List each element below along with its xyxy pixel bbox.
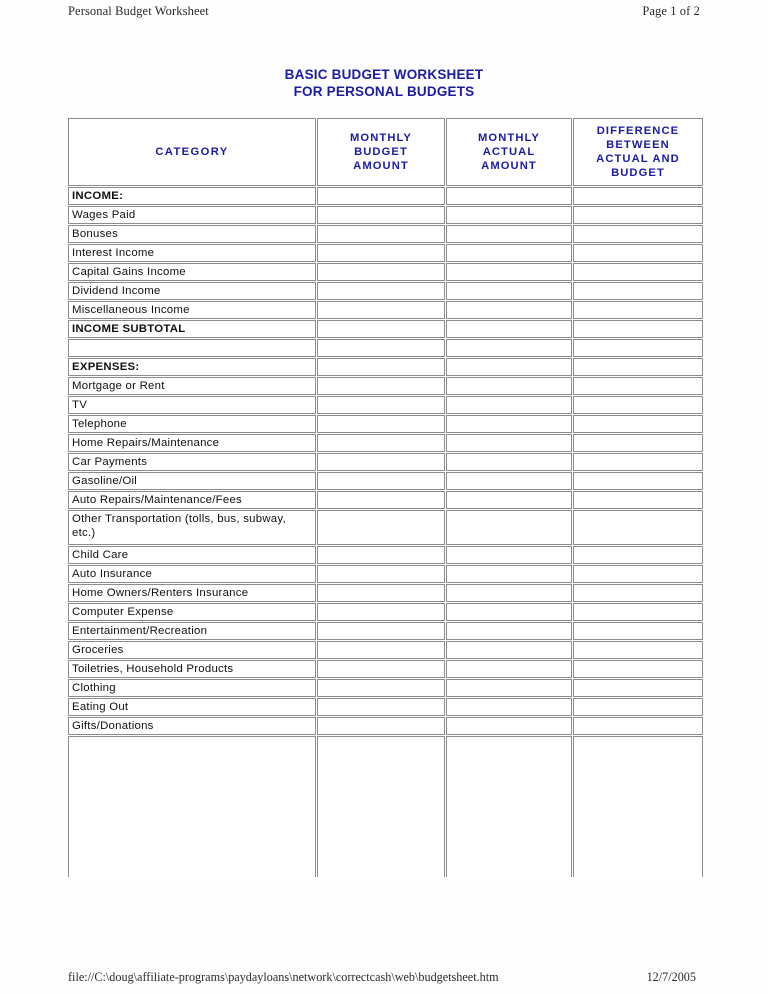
budget-amount-cell[interactable]	[317, 339, 445, 357]
budget-amount-cell[interactable]	[317, 320, 445, 338]
table-row	[68, 434, 703, 452]
section-label-cell: INCOME:	[68, 187, 316, 205]
difference-amount-cell[interactable]	[573, 698, 703, 716]
budget-amount-cell[interactable]	[317, 472, 445, 490]
category-cell: Dividend Income	[68, 282, 316, 300]
table-row	[68, 679, 703, 697]
category-cell: Child Care	[68, 546, 316, 564]
difference-amount-cell[interactable]	[573, 339, 703, 357]
actual-amount-cell[interactable]	[446, 301, 572, 319]
actual-amount-cell[interactable]	[446, 187, 572, 205]
budget-table	[67, 117, 704, 878]
budget-amount-cell[interactable]	[317, 377, 445, 395]
table-row	[68, 415, 703, 433]
table-row	[68, 453, 703, 471]
table-row	[68, 584, 703, 602]
budget-amount-cell[interactable]	[317, 736, 445, 877]
table-row	[68, 263, 703, 281]
difference-amount-cell[interactable]	[573, 584, 703, 602]
actual-amount-cell[interactable]	[446, 415, 572, 433]
category-cell: Interest Income	[68, 244, 316, 262]
category-cell: Groceries	[68, 641, 316, 659]
column-header-difference	[573, 118, 703, 186]
actual-amount-cell[interactable]	[446, 396, 572, 414]
actual-amount-cell[interactable]	[446, 565, 572, 583]
difference-amount-cell[interactable]	[573, 187, 703, 205]
category-cell: Eating Out	[68, 698, 316, 716]
difference-amount-cell[interactable]	[573, 660, 703, 678]
difference-amount-cell[interactable]	[573, 546, 703, 564]
print-footer-date: 12/7/2005	[646, 970, 696, 984]
table-row	[68, 187, 703, 205]
category-cell: Car Payments	[68, 453, 316, 471]
table-row	[68, 377, 703, 395]
budget-amount-cell[interactable]	[317, 434, 445, 452]
category-cell: Other Transportation (tolls, bus, subway, etc.)	[68, 510, 316, 545]
table-row	[68, 510, 703, 545]
category-cell: Wages Paid	[68, 206, 316, 224]
table-header-row	[68, 118, 703, 186]
actual-amount-cell[interactable]	[446, 358, 572, 376]
budget-amount-cell[interactable]	[317, 396, 445, 414]
category-cell: Toiletries, Household Products	[68, 660, 316, 678]
print-header-title: Personal Budget Worksheet	[68, 4, 209, 18]
table-row	[68, 396, 703, 414]
table-row	[68, 244, 703, 262]
column-header-line: AMOUNT	[481, 160, 537, 172]
column-header-line: AMOUNT	[353, 160, 409, 172]
budget-amount-cell[interactable]	[317, 415, 445, 433]
difference-amount-cell[interactable]	[573, 282, 703, 300]
table-row	[68, 358, 703, 376]
print-footer	[68, 970, 700, 985]
budget-amount-cell[interactable]	[317, 698, 445, 716]
actual-amount-cell[interactable]	[446, 679, 572, 697]
budget-amount-cell[interactable]	[317, 187, 445, 205]
table-row	[68, 546, 703, 564]
table-row	[68, 206, 703, 224]
category-cell: Capital Gains Income	[68, 263, 316, 281]
difference-amount-cell[interactable]	[573, 679, 703, 697]
column-header-line: DIFFERENCE	[596, 125, 680, 137]
column-header-line: BETWEEN	[606, 139, 670, 151]
budget-amount-cell[interactable]	[317, 225, 445, 243]
difference-amount-cell[interactable]	[573, 641, 703, 659]
actual-amount-cell[interactable]	[446, 622, 572, 640]
column-header-monthly-budget-amount	[317, 118, 445, 186]
column-header-category: CATEGORY	[68, 118, 316, 186]
actual-amount-cell[interactable]	[446, 434, 572, 452]
difference-amount-cell[interactable]	[573, 358, 703, 376]
actual-amount-cell[interactable]	[446, 641, 572, 659]
actual-amount-cell[interactable]	[446, 603, 572, 621]
column-header-line: BUDGET	[354, 146, 408, 158]
actual-amount-cell[interactable]	[446, 377, 572, 395]
actual-amount-cell[interactable]	[446, 206, 572, 224]
actual-amount-cell[interactable]	[446, 244, 572, 262]
budget-amount-cell[interactable]	[317, 282, 445, 300]
budget-amount-cell[interactable]	[317, 603, 445, 621]
actual-amount-cell[interactable]	[446, 546, 572, 564]
table-row	[68, 320, 703, 338]
column-header-line: ACTUAL AND	[596, 153, 680, 165]
column-header-line: ACTUAL	[482, 146, 536, 158]
actual-amount-cell[interactable]	[446, 698, 572, 716]
actual-amount-cell[interactable]	[446, 282, 572, 300]
table-row	[68, 225, 703, 243]
difference-amount-cell[interactable]	[573, 491, 703, 509]
category-cell: Home Owners/Renters Insurance	[68, 584, 316, 602]
budget-amount-cell[interactable]	[317, 717, 445, 735]
budget-amount-cell[interactable]	[317, 546, 445, 564]
category-cell: Gifts/Donations	[68, 717, 316, 735]
actual-amount-cell[interactable]	[446, 263, 572, 281]
actual-amount-cell[interactable]	[446, 717, 572, 735]
budget-amount-cell[interactable]	[317, 584, 445, 602]
column-header-monthly-actual-amount	[446, 118, 572, 186]
column-header-line: BUDGET	[611, 167, 665, 179]
budget-amount-cell[interactable]	[317, 510, 445, 545]
difference-amount-cell[interactable]	[573, 472, 703, 490]
budget-amount-cell[interactable]	[317, 453, 445, 471]
budget-amount-cell[interactable]	[317, 301, 445, 319]
print-header	[68, 4, 700, 20]
budget-amount-cell[interactable]	[317, 565, 445, 583]
page-title-line-1: BASIC BUDGET WORKSHEET	[284, 67, 484, 82]
difference-amount-cell[interactable]	[573, 263, 703, 281]
difference-amount-cell[interactable]	[573, 434, 703, 452]
budget-amount-cell[interactable]	[317, 660, 445, 678]
difference-amount-cell[interactable]	[573, 396, 703, 414]
category-cell: Clothing	[68, 679, 316, 697]
page-title	[0, 66, 768, 100]
table-row	[68, 339, 703, 357]
difference-amount-cell[interactable]	[573, 603, 703, 621]
difference-amount-cell[interactable]	[573, 301, 703, 319]
budget-amount-cell[interactable]	[317, 358, 445, 376]
actual-amount-cell[interactable]	[446, 225, 572, 243]
category-cell: Miscellaneous Income	[68, 301, 316, 319]
actual-amount-cell[interactable]	[446, 510, 572, 545]
category-cell	[68, 339, 316, 357]
difference-amount-cell[interactable]	[573, 244, 703, 262]
budget-table-container	[67, 117, 701, 878]
difference-amount-cell[interactable]	[573, 320, 703, 338]
difference-amount-cell[interactable]	[573, 717, 703, 735]
table-row	[68, 698, 703, 716]
table-row	[68, 472, 703, 490]
difference-amount-cell[interactable]	[573, 510, 703, 545]
actual-amount-cell[interactable]	[446, 472, 572, 490]
category-cell: Mortgage or Rent	[68, 377, 316, 395]
category-cell: Telephone	[68, 415, 316, 433]
table-row	[68, 603, 703, 621]
actual-amount-cell[interactable]	[446, 339, 572, 357]
budget-amount-cell[interactable]	[317, 622, 445, 640]
section-label-cell: EXPENSES:	[68, 358, 316, 376]
category-cell: Home Repairs/Maintenance	[68, 434, 316, 452]
print-header-page-number: Page 1 of 2	[642, 4, 700, 18]
budget-amount-cell[interactable]	[317, 263, 445, 281]
table-row	[68, 301, 703, 319]
category-cell: Auto Repairs/Maintenance/Fees	[68, 491, 316, 509]
actual-amount-cell[interactable]	[446, 453, 572, 471]
category-cell: Auto Insurance	[68, 565, 316, 583]
budget-amount-cell[interactable]	[317, 206, 445, 224]
column-header-line: MONTHLY	[478, 132, 540, 144]
difference-amount-cell[interactable]	[573, 415, 703, 433]
actual-amount-cell[interactable]	[446, 491, 572, 509]
category-cell: Entertainment/Recreation	[68, 622, 316, 640]
table-row	[68, 660, 703, 678]
category-cell: Bonuses	[68, 225, 316, 243]
table-row	[68, 565, 703, 583]
table-row	[68, 282, 703, 300]
actual-amount-cell[interactable]	[446, 736, 572, 877]
category-cell: TV	[68, 396, 316, 414]
difference-amount-cell[interactable]	[573, 622, 703, 640]
difference-amount-cell[interactable]	[573, 453, 703, 471]
category-cell: Gasoline/Oil	[68, 472, 316, 490]
category-cell	[68, 736, 316, 877]
page-title-line-2: FOR PERSONAL BUDGETS	[293, 84, 475, 99]
budget-amount-cell[interactable]	[317, 641, 445, 659]
budget-amount-cell[interactable]	[317, 244, 445, 262]
actual-amount-cell[interactable]	[446, 660, 572, 678]
table-row	[68, 622, 703, 640]
column-header-line: MONTHLY	[350, 132, 412, 144]
actual-amount-cell[interactable]	[446, 320, 572, 338]
difference-amount-cell[interactable]	[573, 225, 703, 243]
difference-amount-cell[interactable]	[573, 736, 703, 877]
difference-amount-cell[interactable]	[573, 206, 703, 224]
table-row	[68, 717, 703, 735]
print-footer-url: file://C:\doug\affiliate-programs\paydayloans\network\correctcash\web\budgetsheet.htm	[68, 970, 499, 984]
table-row	[68, 641, 703, 659]
difference-amount-cell[interactable]	[573, 377, 703, 395]
budget-amount-cell[interactable]	[317, 679, 445, 697]
table-row	[68, 491, 703, 509]
budget-amount-cell[interactable]	[317, 491, 445, 509]
table-row	[68, 736, 703, 877]
actual-amount-cell[interactable]	[446, 584, 572, 602]
category-cell: Computer Expense	[68, 603, 316, 621]
difference-amount-cell[interactable]	[573, 565, 703, 583]
section-label-cell: INCOME SUBTOTAL	[68, 320, 316, 338]
